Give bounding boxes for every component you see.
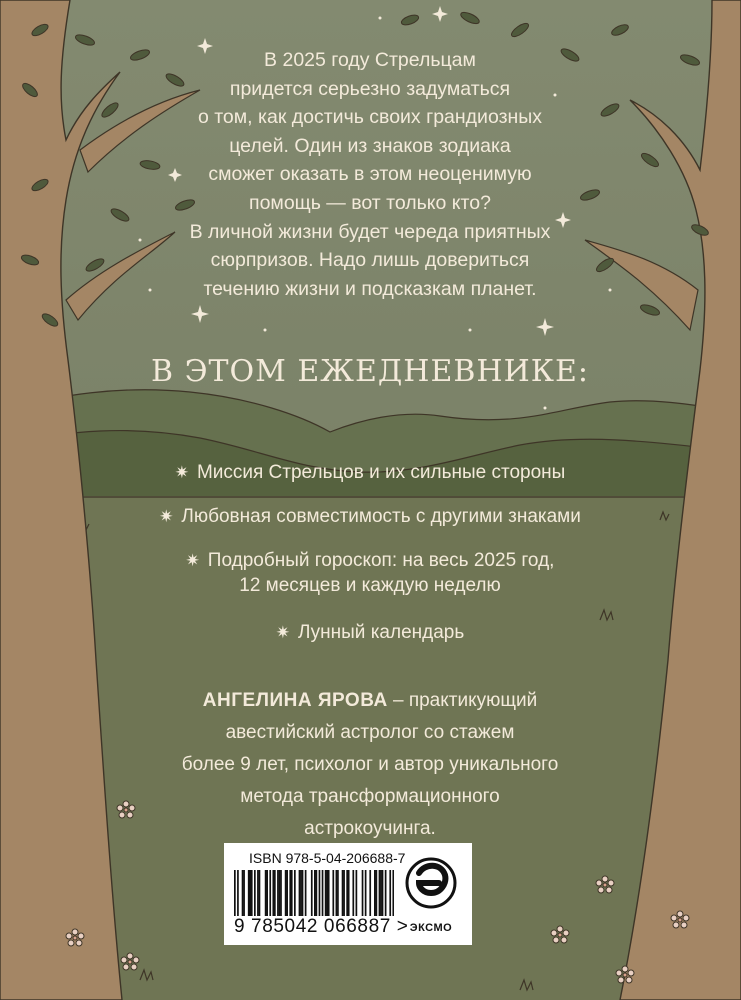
- star-dot: [264, 329, 267, 332]
- barcode-bar: [259, 870, 261, 916]
- feature-text: Лунный календарь: [297, 622, 465, 643]
- barcode-bar: [380, 870, 382, 916]
- feature-text: Любовная совместимость с другими знаками: [181, 506, 581, 527]
- star-dot: [379, 17, 382, 20]
- barcode-bar: [302, 870, 304, 916]
- barcode-bar: [314, 870, 316, 916]
- star-dot: [469, 329, 472, 332]
- barcode-bar: [356, 870, 358, 916]
- star-dot: [544, 407, 547, 410]
- contents-heading: В ЭТОМ ЕЖЕДНЕВНИКЕ:: [151, 354, 589, 389]
- barcode-bar: [265, 870, 267, 916]
- barcode-bar: [251, 870, 253, 916]
- barcode-bar: [369, 870, 371, 916]
- author-bio-line: – практикующий: [387, 690, 538, 711]
- asterisk-star-icon: ✷: [275, 623, 290, 642]
- barcode-bar: [291, 870, 293, 916]
- barcode-bar: [272, 870, 274, 916]
- barcode-bar: [379, 870, 381, 916]
- barcode-digits: 9 785042 066887 >: [234, 916, 409, 937]
- barcode-bar: [337, 870, 339, 916]
- barcode-bar: [254, 870, 256, 916]
- barcode-bar: [392, 870, 394, 916]
- feature-item: [60, 504, 680, 529]
- barcode-bar: [277, 870, 279, 916]
- intro-line: В 2025 году Стрельцам: [264, 49, 476, 71]
- barcode-bar: [322, 870, 324, 916]
- barcode-bars: [234, 870, 394, 916]
- barcode-bar: [332, 870, 334, 916]
- isbn-label: ISBN 978-5-04-206688-7: [249, 850, 406, 866]
- intro-line: течению жизни и подсказкам планет.: [203, 277, 537, 300]
- barcode-bar: [242, 870, 244, 916]
- barcode-bar: [385, 870, 387, 916]
- barcode-bar: [336, 870, 338, 916]
- asterisk-star-icon: ✷: [159, 507, 174, 526]
- barcode-bar: [342, 870, 344, 916]
- publisher-logo-text: ЭКСМО: [409, 922, 453, 934]
- intro-text: [90, 46, 650, 303]
- asterisk-star-icon: ✷: [185, 551, 200, 570]
- intro-line: В личной жизни будет череда приятных: [189, 220, 551, 243]
- barcode-bar: [389, 870, 391, 916]
- feature-text: Подробный гороскоп: на весь 2025 год,: [207, 550, 555, 571]
- barcode-bar: [365, 870, 367, 916]
- feature-text: Миссия Стрельцов и их сильные стороны: [196, 462, 566, 483]
- author-bio-line: авестийский астролог со стажем: [225, 722, 515, 743]
- barcode-bar: [374, 870, 376, 916]
- barcode-bar: [248, 870, 250, 916]
- barcode-bar: [346, 870, 348, 916]
- barcode-bar: [279, 870, 281, 916]
- barcode-bar: [328, 870, 330, 916]
- barcode-bar: [237, 870, 239, 916]
- barcode-bar: [343, 870, 345, 916]
- feature-item: [60, 460, 680, 485]
- barcode-bar: [311, 870, 313, 916]
- intro-line: о том, как достичь своих грандиозных: [197, 106, 543, 129]
- barcode-bar: [325, 870, 327, 916]
- barcode-bar: [352, 870, 354, 916]
- barcode-bar: [285, 870, 287, 916]
- intro-line: сможет оказать в этом неоценимую: [208, 163, 532, 186]
- author-bio-line: более 9 лет, психолог и автор уникального: [181, 754, 559, 775]
- barcode-bar: [326, 870, 328, 916]
- barcode-bar: [286, 870, 288, 916]
- barcode-bar: [305, 870, 307, 916]
- asterisk-star-icon: ✷: [174, 463, 189, 482]
- barcode-bar: [243, 870, 245, 916]
- barcode-bar: [234, 870, 236, 916]
- barcode-bar: [294, 870, 296, 916]
- barcode-bar: [280, 870, 282, 916]
- feature-item: [60, 548, 680, 598]
- author-name: АНГЕЛИНА ЯРОВА: [202, 690, 388, 711]
- barcode-bar: [289, 870, 291, 916]
- barcode-bar: [362, 870, 364, 916]
- barcode-bar: [299, 870, 301, 916]
- barcode-bar: [274, 870, 276, 916]
- barcode-bar: [376, 870, 378, 916]
- intro-line: сюрпризов. Надо лишь довериться: [210, 249, 530, 272]
- barcode-bar: [269, 870, 271, 916]
- barcode-bar: [266, 870, 268, 916]
- feature-text-continued: 12 месяцев и каждую неделю: [239, 575, 501, 596]
- barcode-bar: [382, 870, 384, 916]
- intro-line: придется серьезно задуматься: [229, 77, 511, 100]
- author-bio-line: метода трансформационного: [240, 786, 500, 807]
- intro-line: целей. Один из знаков зодиака: [229, 134, 511, 157]
- feature-item: [60, 620, 680, 645]
- barcode-bar: [348, 870, 350, 916]
- barcode-bar: [319, 870, 321, 916]
- intro-line: помощь — вот только кто?: [249, 191, 491, 214]
- barcode-bar: [257, 870, 259, 916]
- author-bio: [100, 685, 640, 845]
- author-bio-line: астрокоучинга.: [304, 818, 436, 839]
- barcode-bar: [300, 870, 302, 916]
- barcode-bar: [316, 870, 318, 916]
- barcode-bar: [249, 870, 251, 916]
